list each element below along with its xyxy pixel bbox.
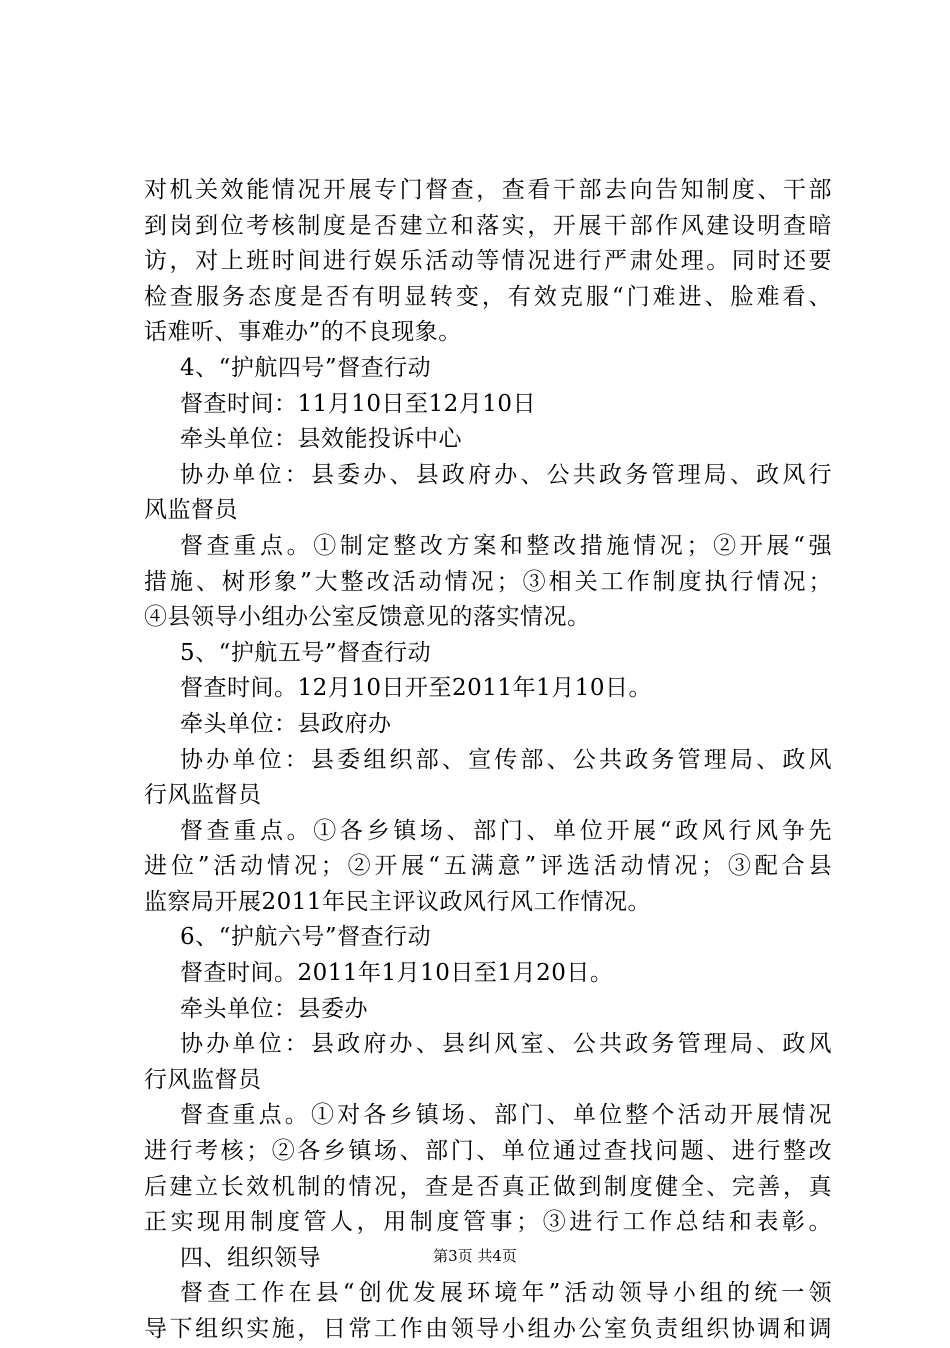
body-line: 访，对上班时间进行娱乐活动等情况进行严肃处理。同时还要 <box>144 248 832 275</box>
body-line: 督查时间。2011年1月10日至1月20日。 <box>180 960 614 987</box>
document-body <box>144 173 832 1348</box>
body-line: 协办单位：县政府办、县纠风室、公共政务管理局、政风 <box>180 1031 832 1058</box>
body-line: 到岗到位考核制度是否建立和落实，开展干部作风建设明查暗 <box>144 212 832 239</box>
body-line: 牵头单位：县委办 <box>180 995 368 1022</box>
body-line: 行风监督员 <box>144 782 262 809</box>
page-number-footer: 第3页 共4页 <box>433 1247 517 1265</box>
section-heading: 四、组织领导 <box>180 1244 321 1271</box>
body-line: 措施、树形象”大整改活动情况；③相关工作制度执行情况； <box>144 568 832 595</box>
body-line: 话难听、事难办”的不良现象。 <box>144 319 462 346</box>
body-line: 协办单位：县委组织部、宣传部、公共政务管理局、政风 <box>180 746 832 773</box>
body-line: 导下组织实施，日常工作由领导小组办公室负责组织协调和调 <box>144 1316 832 1342</box>
body-line: 进位”活动情况；②开展“五满意”评选活动情况；③配合县 <box>144 853 832 880</box>
body-line: 风监督员 <box>144 497 238 524</box>
body-line: 牵头单位：县效能投诉中心 <box>180 426 462 453</box>
body-line: 牵头单位：县政府办 <box>180 710 392 737</box>
body-line: 督查重点。①各乡镇场、部门、单位开展“政风行风争先 <box>180 817 832 844</box>
section-heading: 5、“护航五号”督查行动 <box>180 639 432 666</box>
section-heading: 4、“护航四号”督查行动 <box>180 354 432 381</box>
body-line: 督查重点。①对各乡镇场、部门、单位整个活动开展情况 <box>180 1102 832 1129</box>
body-line: 监察局开展2011年民主评议政风行风工作情况。 <box>144 888 652 915</box>
body-line: 检查服务态度是否有明显转变，有效克服“门难进、脸难看、 <box>144 283 832 310</box>
body-line: ④县领导小组办公室反馈意见的落实情况。 <box>144 604 591 631</box>
body-line: 督查时间：11月10日至12月10日 <box>180 390 537 417</box>
body-line: 督查工作在县“创优发展环境年”活动领导小组的统一领 <box>180 1280 832 1307</box>
section-heading: 6、“护航六号”督查行动 <box>180 924 432 951</box>
body-line: 行风监督员 <box>144 1066 262 1093</box>
body-line: 进行考核；②各乡镇场、部门、单位通过查找问题、进行整改 <box>144 1138 832 1165</box>
body-line: 协办单位：县委办、县政府办、公共政务管理局、政风行 <box>180 461 832 488</box>
body-line: 后建立长效机制的情况，查是否真正做到制度健全、完善，真 <box>144 1173 832 1200</box>
body-line: 正实现用制度管人，用制度管事；③进行工作总结和表彰。 <box>144 1209 832 1236</box>
body-line: 督查重点。①制定整改方案和整改措施情况；②开展“强 <box>180 532 832 559</box>
body-line: 对机关效能情况开展专门督查，查看干部去向告知制度、干部 <box>144 177 832 203</box>
body-line: 督查时间。12月10日开至2011年1月10日。 <box>180 675 652 702</box>
